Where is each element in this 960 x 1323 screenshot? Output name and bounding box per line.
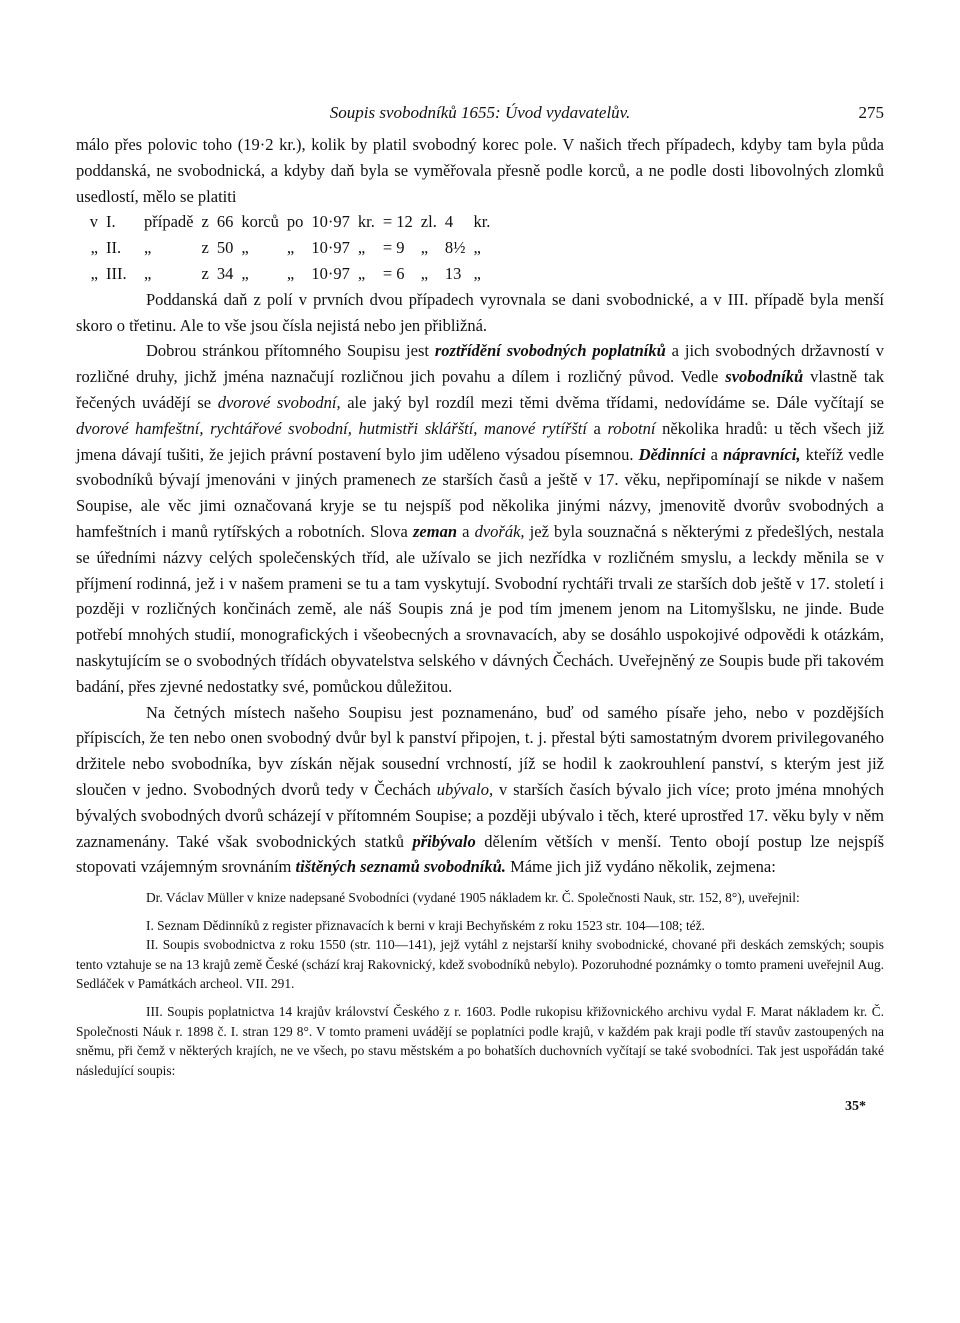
text-run: a [705, 444, 724, 464]
text-run: kteříž vedle svobodníků bývají jmenováni v jiných pramenech ze starších časů a ještě v 17. věku, nepřipomínají se nikde v našem Soupise, ale věc jimi označovaná kryje se tu nejspíš pod několika jinými názvy, jmenovitě dvorův svobodných a hamfeštních i manů rytířských a robotních. Slova [76, 444, 885, 541]
page-header [76, 100, 884, 126]
calc-cell-korcu-label: „ [241, 263, 249, 283]
calc-cell-amt: 13 [444, 263, 462, 283]
text-run: v starších časích bývalo jich více; proto jména mnohých bývalých svobodných dvorů scházejí v přítomném Soupise; a později ubývalo i těch, které uprostřed 17. věku byly v něm zaznamenány. Také však svobodnických statků [76, 779, 884, 851]
calc-cell-kr2: „ [473, 238, 481, 258]
calc-cell-po: „ [286, 263, 295, 283]
calc-cell-kr2: „ [473, 263, 481, 283]
text-run: roztřídění svobodných poplatníků [434, 341, 666, 361]
text-run: Máme jich již vydáno několik, zejmena: [505, 857, 776, 877]
calc-cell-kr: kr. [357, 212, 375, 232]
running-title: Soupis svobodníků 1655: Úvod vydavatelův. [329, 103, 631, 122]
calc-cell-roman: I. [106, 212, 116, 232]
calc-cell-roman: III. [106, 263, 127, 283]
calc-cell-rate: 10·97 [311, 212, 350, 232]
paragraph-1: málo přes polovic toho (19·2 kr.), kolik by platil svobodný korec pole. V našich třech případech, kdyby tam byla půda poddanská, ne svobodnická, a kdyby daň byla se vyměřovala přesně podle korců, a ne podle dosti libovolných zlomků usedlostí, mělo se platiti [76, 135, 884, 206]
note-list-ii: II. Soupis svobodnictva z roku 1550 (str. 110—141), jejž vytáhl z nejstarší knihy svobodnické, chované při deskách zemských; soupis tento vztahuje se na 13 krajů země České (schází kraj Rakovnický, kdež svobodníků nebylo). Pozoruhodné poznámky o tomto prameni uveřejnil Aug. Sedláček v Památkách archeol. VII. 291. [76, 937, 884, 992]
signature-mark: 35* [845, 1099, 866, 1115]
calc-cell-z: z [201, 238, 209, 258]
text-run: nápravníci, [723, 444, 801, 464]
text-run: jež byla souznačná s některými z předešlých, nestala se úředními názvy celých společenských tříd, ale užívalo se jich nezřídka v rozličném smyslu, a leckdy měnila se v příjmení rodinná, jež i v našem prameni se tu a tam vyskytují. Svobodní rychtáři trvali ze starších dob ještě v 17. století i později v rozličných končinách země, ale náš Soupis zná je pod tím jmenem jenom na Litomyšlsku, ne jinde. Bude potřebí mnohých studií, monografických i všeobecných a srovnavacích, aby se dosáhlo uspokojivé odpovědi k otázkám, naskytujícím se o svobodných třídách obyvatelstva selského v dávných Čechách. Uveřejněný ze Soupis bude při takovém badání, přes zjevné nedostatky své, pomůckou důležitou. [76, 521, 884, 696]
text-run: Na četných místech našeho Soupisu jest poznamenáno, buď od samého písaře jeho, nebo v pozdějších přípiscích, že ten nebo onen svobodný dvůr byl k panství připojen, t. j. přestal býti samostatným dvorem privilegovaného držitele nebo svobodníka, byv získán nějak sousední vrchností, jíž se hodil k zaokrouhlení panství, s kterým jest již sloučen v jedno. Svobodných dvorů tedy v Čechách [76, 702, 884, 799]
calc-cell-pre: v [89, 212, 98, 232]
note-list-i: I. Seznam Dědinníků z register přiznavacích k berni v kraji Bechyňském z roku 1523 str. 104—108; též. [146, 917, 705, 933]
calc-cell-zl: „ [420, 238, 429, 258]
calc-cell-word: „ [144, 238, 152, 258]
calc-cell-pre: „ [90, 238, 98, 258]
calc-cell-word: „ [144, 263, 152, 283]
calc-cell-pre: „ [90, 263, 98, 283]
text-run: několika hradů: u těch všech již jmena dávají tušiti, že jejich právní postavení bylo jim uděleno výsadou písemnou. [76, 418, 884, 464]
paragraph-2: Poddanská daň z polí v prvních dvou případech vyrovnala se dani svobodnické, a v III. případě byla menší skoro o třetinu. Ale to vše jsou čísla nejistá nebo jen přibližná. [76, 289, 884, 335]
text-run: svobodníků [725, 367, 804, 387]
calc-row [78, 209, 494, 235]
text-run: Dobrou stránkou přítomného Soupisu jest [146, 341, 435, 361]
calc-cell-eq: = 12 [382, 212, 413, 232]
text-run: vlastně tak řečených uvádějí se [76, 367, 884, 412]
page-number: 275 [858, 103, 884, 122]
calc-cell-korcu: 66 [216, 212, 234, 232]
text-run: a jich svobodných državností v rozličné druhy, jichž jména naznačují rozličnou jich povahu a dílem i rozličný původ. Vedle [76, 341, 885, 387]
calc-cell-korcu: 50 [216, 238, 234, 258]
calc-row [78, 261, 494, 287]
text-run: Dědinníci [638, 444, 706, 464]
calc-cell-z: z [201, 263, 209, 283]
text-run: zeman [412, 521, 457, 541]
paragraph-4 [76, 700, 884, 881]
calc-cell-korcu-label: korců [241, 212, 279, 232]
text-run: dvorové hamfeštní, rychtářové svobodní, hutmistři sklářští, manové rytířští [76, 418, 587, 438]
calc-cell-zl: zl. [420, 212, 437, 232]
text-run: ale jaký byl rozdíl mezi těmi dvěma třídami, nedovídáme se. Dále vyčítají se [340, 392, 885, 412]
calc-cell-po: „ [286, 238, 295, 258]
paragraph-3 [76, 338, 884, 699]
calc-cell-zl: „ [420, 263, 429, 283]
calc-cell-korcu: 34 [216, 263, 234, 283]
calc-cell-z: z [201, 212, 209, 232]
calc-row [78, 235, 494, 261]
calc-cell-po: po [286, 212, 304, 232]
calc-cell-rate: 10·97 [311, 263, 350, 283]
text-run: robotní [607, 418, 656, 438]
document-page [76, 100, 884, 1120]
calc-cell-eq: = 9 [382, 238, 405, 258]
bibliographic-notes [76, 888, 884, 1080]
text-run: a [457, 521, 475, 541]
note-list-iii: III. Soupis poplatnictva 14 krajův království Českého z r. 1603. Podle rukopisu křižovnického archivu vydal F. Marat nákladem kr. Č. Společnosti Náuk r. 1898 č. I. stran 129 8°. V tomto prameni uvádějí se poplatníci podle krajů, v každém pak kraji podle tří stavův zastoupených na sněmu, při čemž v některých krajích, ne ve všech, po stavu městském a po bohatších duchovních vyčítají se také svobodníci. Tak jest uspořádán také následující soupis: [76, 1004, 884, 1078]
calc-cell-word: případě [144, 212, 194, 232]
calc-cell-amt: 4 [444, 212, 454, 232]
calc-cell-korcu-label: „ [241, 238, 249, 258]
note-muller: Dr. Václav Müller v knize nadepsané Svobodníci (vydané 1905 nákladem kr. Č. Společnosti Nauk, str. 152, 8°), uveřejnil: [146, 890, 800, 906]
calc-cell-roman: II. [106, 238, 122, 258]
text-run: dvořák, [474, 521, 525, 541]
text-run: přibývalo [412, 831, 476, 851]
text-run: tištěných seznamů svobodníků. [295, 857, 506, 877]
calc-cell-amt: 8½ [444, 238, 466, 258]
tax-calculation-table [78, 209, 494, 286]
calc-cell-rate: 10·97 [311, 238, 350, 258]
text-run: dělením větších v menší. Tento obojí postup lze nejspíš stopovati vzájemným srovnáním [76, 831, 884, 877]
text-run: a [586, 418, 608, 438]
calc-cell-kr: „ [357, 238, 366, 258]
text-run: dvorové svobodní, [217, 392, 341, 412]
text-run: ubývalo, [436, 779, 494, 799]
calc-cell-eq: = 6 [382, 263, 405, 283]
calc-cell-kr2: kr. [473, 212, 491, 232]
calc-cell-kr: „ [357, 263, 366, 283]
